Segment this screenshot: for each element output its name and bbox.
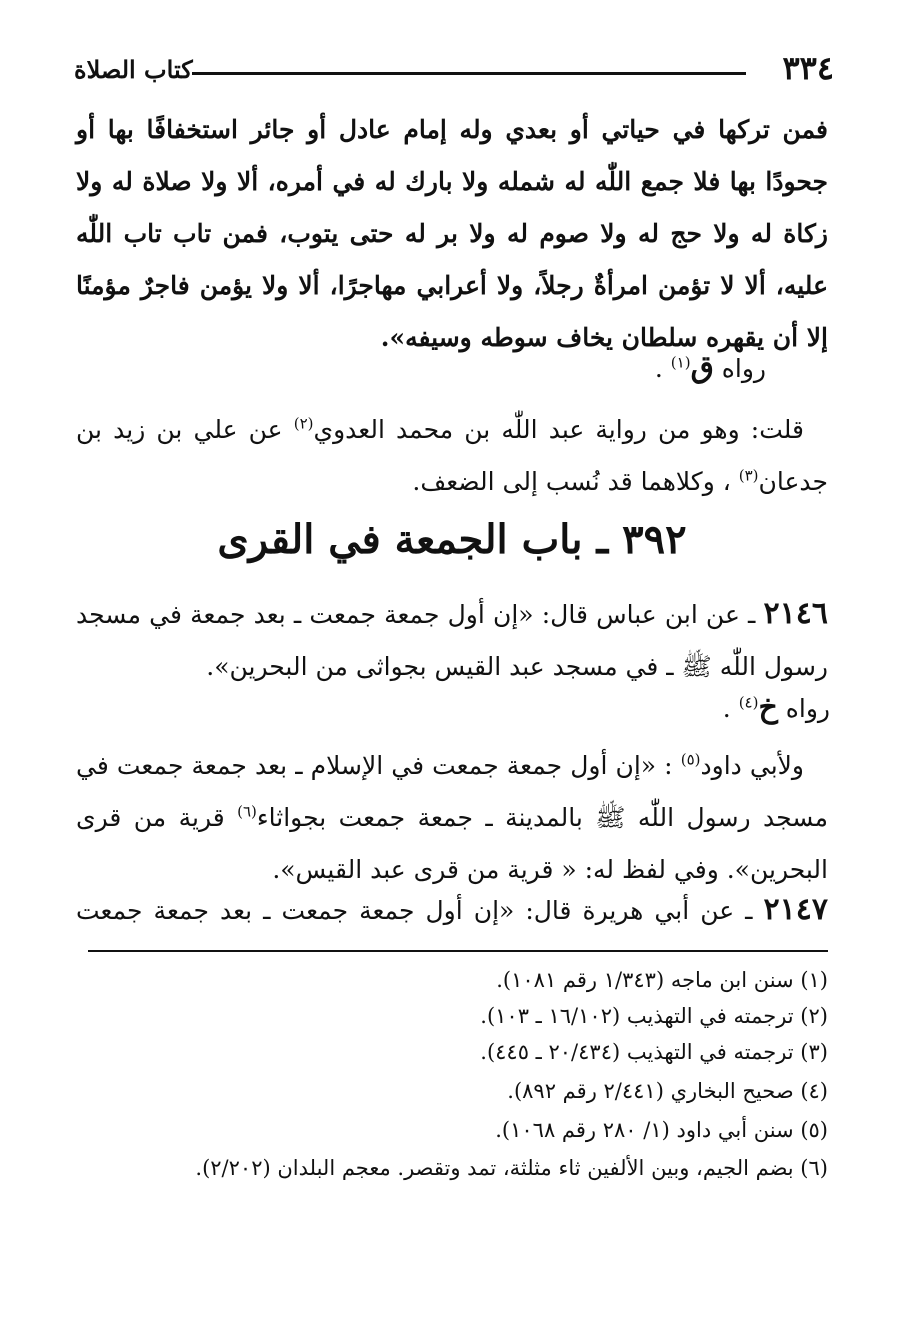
footnote-ref-4: (٤) [738, 693, 759, 712]
footnote-ref-6: (٦) [237, 802, 257, 821]
footnote-separator [88, 950, 828, 952]
hadith-number-2147: ٢١٤٧ [763, 892, 828, 927]
footnote-ref-2: (٢) [293, 414, 314, 433]
hadith-2147 [76, 884, 828, 937]
qultu-paragraph [76, 404, 828, 508]
hadith-2146 [76, 588, 828, 693]
footnote-ref-1: (١) [670, 353, 691, 372]
rawah-symbol: خ [758, 690, 778, 725]
rawah-end: . [722, 694, 739, 723]
page-header [74, 48, 834, 92]
qultu-middle: عن علي بن زيد بن جدعان [76, 415, 828, 496]
header-rule [192, 72, 746, 75]
rawah-label: رواه [785, 694, 830, 723]
abu-dawud-middle: : «إن أول جمعة جمعت في الإسلام ـ بعد جمعة جمعت في مسجد رسول اللّٰه ﷺ بالمدينة ـ جمعة جمعت بجواثاء [76, 751, 828, 832]
abu-dawud-end: قرية من قرى البحرين». وفي لفظ له: « قرية من قرى عبد القيس». [76, 803, 828, 884]
footnote-3: (٣) ترجمته في التهذيب (٢٠/٤٣٤ ـ ٤٤٥). [480, 1040, 828, 1064]
footnote-4: (٤) صحيح البخاري (٢/٤٤١ رقم ٨٩٢). [507, 1079, 828, 1103]
hadith-number-2146: ٢١٤٦ [763, 596, 828, 631]
footnote-2: (٢) ترجمته في التهذيب (١٦/١٠٢ ـ ١٠٣). [480, 1004, 828, 1028]
footnote-6: (٦) بضم الجيم، وبين الألفين ثاء مثلثة، تمد وتقصر. معجم البلدان (٢/٢٠٢). [195, 1156, 828, 1180]
chapter-title: ٣٩٢ ـ باب الجمعة في القرى [217, 516, 687, 563]
footnote-5: (٥) سنن أبي داود (١/ ٢٨٠ رقم ١٠٦٨). [495, 1118, 828, 1142]
footnote-1: (١) سنن ابن ماجه (١/٣٤٣ رقم ١٠٨١). [496, 968, 828, 992]
qultu-end: ، وكلاهما قد نُسب إلى الضعف. [412, 467, 739, 496]
rawah-line-2 [723, 688, 830, 729]
opening-paragraph [76, 104, 828, 364]
footnote-ref-5: (٥) [680, 750, 701, 769]
abu-dawud-paragraph [76, 740, 828, 896]
page-number: ٣٣٤ [782, 49, 834, 87]
hadith-2146-text: ـ عن ابن عباس قال: «إن أول جمعة جمعت ـ بعد جمعة في مسجد رسول اللّٰه ﷺ ـ في مسجد عبد القيس بجواثى من البحرين». [76, 600, 828, 681]
rawah-symbol: ق [690, 350, 714, 385]
rawah-label: رواه [721, 354, 766, 383]
hadith-2147-text: ـ عن أبي هريرة قال: «إن أول جمعة جمعت ـ بعد جمعة جمعت [76, 896, 764, 925]
footnote-ref-3: (٣) [738, 466, 759, 485]
rawah-line-1 [655, 348, 766, 389]
rawah-end: . [654, 354, 671, 383]
abu-dawud-start: ولأبي داود [700, 751, 805, 780]
opening-text: فمن تركها في حياتي أو بعدي وله إمام عادل أو جائر استخفافًا بها أو جحودًا بها فلا جمع اللّٰه له شمله ولا بارك له في أمره، ألا ولا صلاة له ولا زكاة له ولا حج له ولا صوم له ولا بر له حتى يتوب، فمن تاب تاب اللّٰه عليه، ألا لا تؤمن امرأةٌ رجلاً، ولا أعرابي مهاجرًا، ألا ولا يؤمن فاجرٌ مؤمنًا إلا أن يقهره سلطان يخاف سوطه وسيفه». [76, 115, 828, 352]
running-title: كتاب الصلاة [74, 55, 193, 84]
qultu-start: قلت: وهو من رواية عبد اللّٰه بن محمد العدوي [313, 415, 805, 444]
